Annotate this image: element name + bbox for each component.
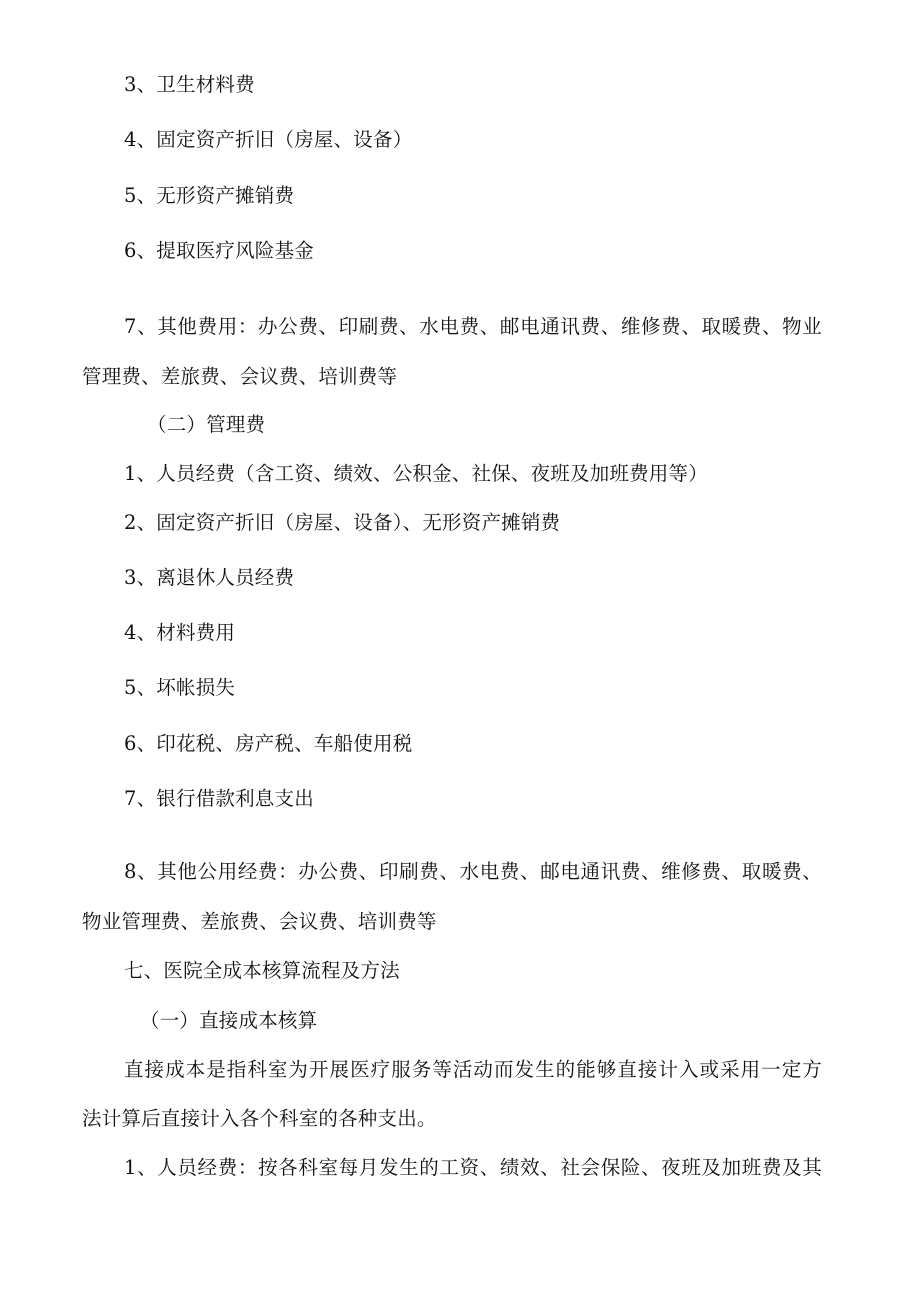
list-item: 1、人员经费（含工资、绩效、公积金、社保、夜班及加班费用等） bbox=[124, 462, 708, 485]
list-item: 1、人员经费：按各科室每月发生的工资、绩效、社会保险、夜班及加班费及其 bbox=[124, 1156, 822, 1179]
paragraph-line: 直接成本是指科室为开展医疗服务等活动而发生的能够直接计入或采用一定方 bbox=[124, 1058, 822, 1081]
section-heading: 七、医院全成本核算流程及方法 bbox=[124, 959, 400, 982]
list-item: 8、其他公用经费：办公费、印刷费、水电费、邮电通讯费、维修费、取暖费、 bbox=[124, 860, 822, 883]
paragraph-line: 法计算后直接计入各个科室的各种支出。 bbox=[82, 1107, 437, 1130]
list-item: 4、固定资产折旧（房屋、设备） bbox=[124, 128, 413, 151]
list-item: 4、材料费用 bbox=[124, 621, 236, 644]
list-item: 5、无形资产摊销费 bbox=[124, 184, 295, 207]
list-item: 5、坏帐损失 bbox=[124, 676, 236, 699]
list-item: 7、银行借款利息支出 bbox=[124, 787, 314, 810]
list-item-continuation: 管理费、差旅费、会议费、培训费等 bbox=[82, 365, 398, 388]
list-item: 6、提取医疗风险基金 bbox=[124, 239, 314, 262]
list-item: 3、离退休人员经费 bbox=[124, 566, 295, 589]
list-item: 7、其他费用：办公费、印刷费、水电费、邮电通讯费、维修费、取暖费、物业 bbox=[124, 315, 822, 338]
subsection-heading: （一）直接成本核算 bbox=[140, 1009, 318, 1032]
list-item: 2、固定资产折旧（房屋、设备）、无形资产摊销费 bbox=[124, 511, 561, 534]
list-item: 3、卫生材料费 bbox=[124, 73, 255, 96]
section-heading: （二）管理费 bbox=[147, 413, 266, 436]
list-item: 6、印花税、房产税、车船使用税 bbox=[124, 732, 413, 755]
list-item-continuation: 物业管理费、差旅费、会议费、培训费等 bbox=[82, 910, 437, 933]
